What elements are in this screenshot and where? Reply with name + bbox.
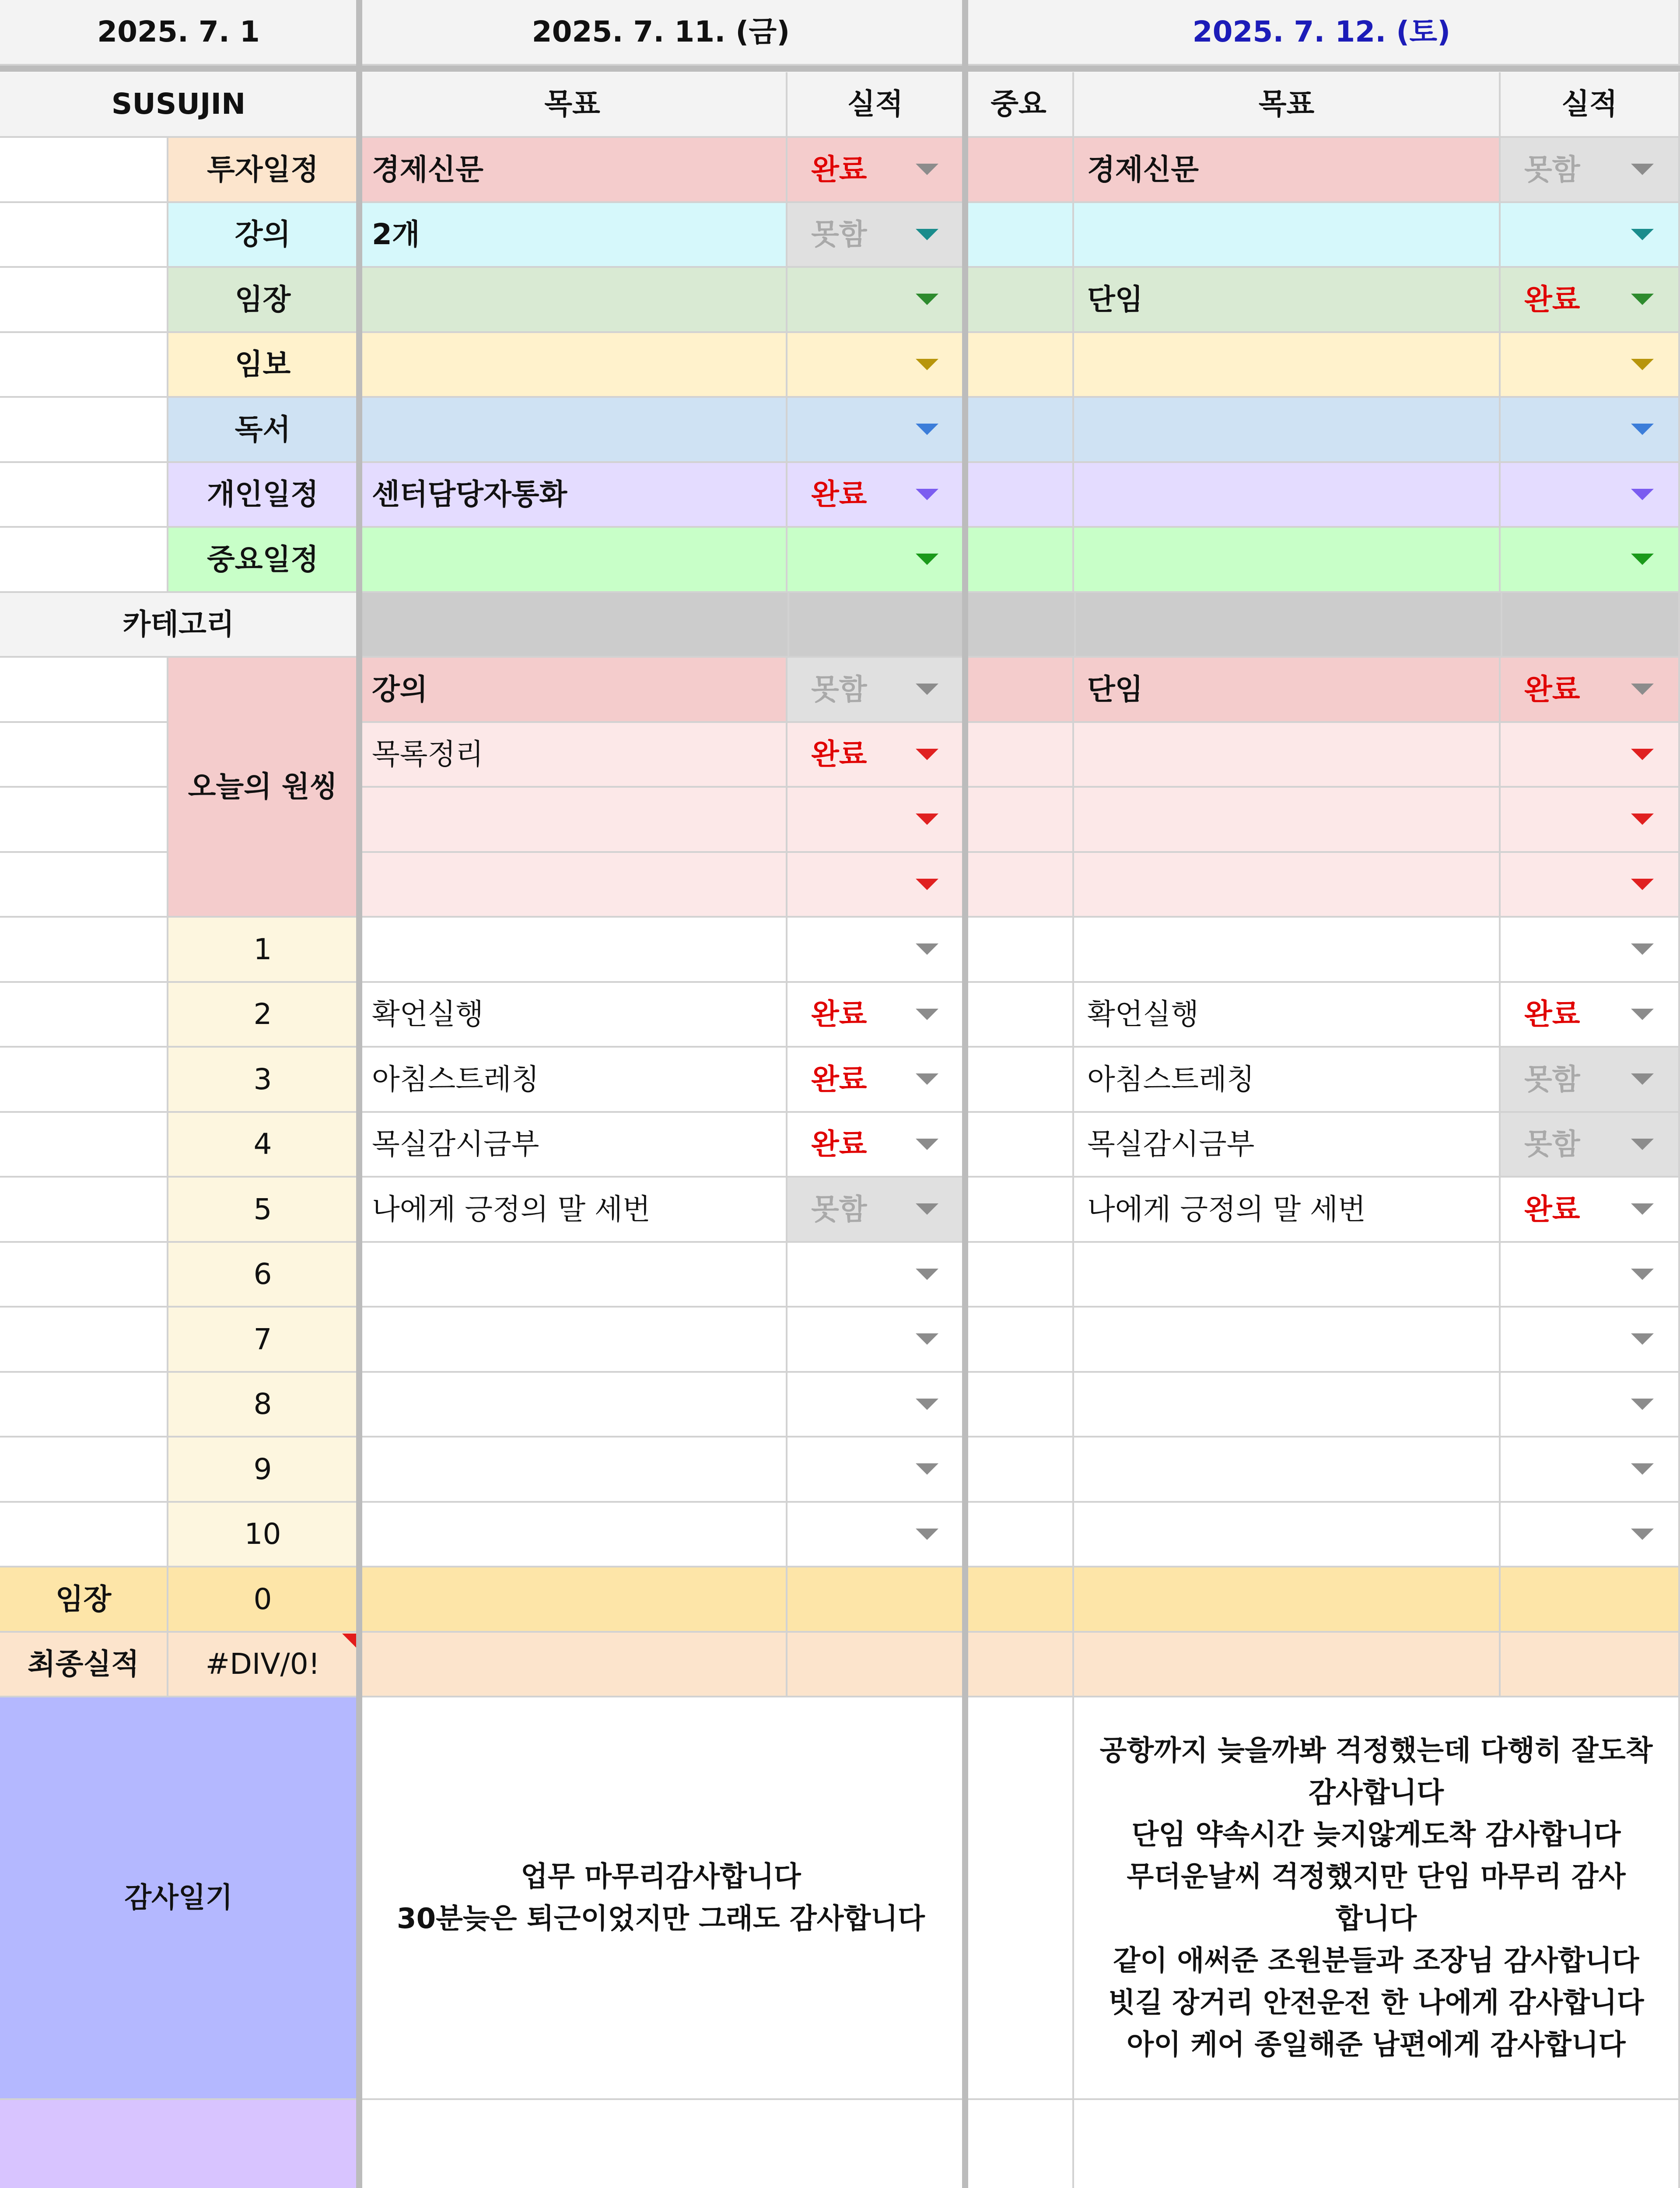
dropdown-arrow-icon[interactable] [916,489,938,500]
status-dropdown-day1[interactable] [788,463,965,528]
blank-cell [0,788,168,853]
category-band [359,593,1680,658]
text-line: 업무 마무리감사합니다 [521,1861,801,1893]
task-day1[interactable] [359,918,788,983]
imjang-total-cell [965,1567,1074,1633]
blank-cell [0,268,168,333]
status-dropdown-day2[interactable] [1501,853,1680,918]
task-day2[interactable] [1074,1373,1501,1438]
important-cell[interactable] [965,853,1074,918]
dropdown-arrow-icon[interactable] [1631,294,1654,305]
status-value: 완료 [1524,997,1580,1031]
goal-day2[interactable] [1074,203,1501,268]
important-cell[interactable] [965,398,1074,463]
blank-cell [0,528,168,593]
blank-cell [0,1243,168,1308]
imjang-total-cell [1501,1567,1680,1633]
text-line: 합니다 [1335,1903,1417,1935]
status-value: 못함 [811,1192,867,1226]
header-month: 2025. 7. 1 [0,0,359,66]
blank-cell [0,723,168,788]
status-dropdown-day1[interactable] [788,1373,965,1438]
task-day2[interactable]: 목실감시금부 [1074,1113,1501,1178]
important-cell [965,2100,1074,2188]
status-dropdown-day1[interactable] [788,1178,965,1243]
dropdown-arrow-icon[interactable] [916,684,938,695]
dropdown-arrow-icon[interactable] [916,1073,938,1085]
dropdown-arrow-icon[interactable] [1631,489,1654,500]
important-cell[interactable] [965,723,1074,788]
header-day1: 2025. 7. 11. (금) [359,0,965,66]
status-dropdown-day2[interactable] [1501,1308,1680,1373]
status-dropdown-day2[interactable] [1501,1243,1680,1308]
task-day2[interactable] [1074,1438,1501,1503]
important-cell[interactable] [965,1048,1074,1113]
important-cell[interactable] [965,138,1074,203]
gratitude-day1[interactable] [359,1697,965,2100]
blank-cell [0,983,168,1048]
goal-day1[interactable] [359,398,788,463]
status-dropdown-day1[interactable] [788,528,965,593]
blank-cell [0,1438,168,1503]
status-value: 완료 [811,1127,867,1161]
status-dropdown-day2[interactable] [1501,1503,1680,1568]
important-cell[interactable] [965,1113,1074,1178]
dropdown-arrow-icon[interactable] [916,813,938,825]
dropdown-arrow-icon[interactable] [916,749,938,760]
status-dropdown-day2[interactable] [1501,528,1680,593]
goal-day1[interactable] [359,528,788,593]
dropdown-arrow-icon[interactable] [916,1399,938,1410]
day-divider [962,0,968,2188]
goal-day1[interactable]: 센터담당자통화 [359,463,788,528]
onesing-goal-day2[interactable] [1074,788,1501,853]
dropdown-arrow-icon[interactable] [1631,554,1654,565]
task-day2[interactable] [1074,1308,1501,1373]
important-cell[interactable] [965,203,1074,268]
status-dropdown-day2[interactable] [1501,398,1680,463]
col-goal-day1: 목표 [359,72,788,138]
important-cell[interactable] [965,918,1074,983]
status-value: 못함 [1524,152,1580,186]
important-cell[interactable] [965,1308,1074,1373]
row-number: 3 [168,1048,359,1113]
row-number: 6 [168,1243,359,1308]
dropdown-arrow-icon[interactable] [1631,1333,1654,1345]
important-cell[interactable] [965,658,1074,723]
schedule-label: 독서 [168,398,359,463]
task-day1[interactable] [359,1503,788,1568]
status-value: 완료 [811,997,867,1031]
good-bad-day1[interactable] [359,2100,965,2188]
dropdown-arrow-icon[interactable] [916,424,938,435]
dropdown-arrow-icon[interactable] [916,1333,938,1345]
status-value: 못함 [1524,1062,1580,1096]
imjang-total-label: 임장 [0,1567,168,1633]
final-cell [965,1633,1074,1698]
dropdown-arrow-icon[interactable] [916,1203,938,1215]
blank-cell [0,138,168,203]
status-dropdown-day1[interactable] [788,853,965,918]
header-divider [0,66,1680,72]
dropdown-arrow-icon[interactable] [916,1463,938,1475]
task-day1[interactable]: 아침스트레칭 [359,1048,788,1113]
header-day2: 2025. 7. 12. (토) [965,0,1680,66]
col-goal-day2: 목표 [1074,72,1501,138]
imjang-total-value: 0 [168,1567,359,1633]
task-day2[interactable] [1074,1503,1501,1568]
task-day2[interactable]: 나에게 긍정의 말 세번 [1074,1178,1501,1243]
task-day2[interactable] [1074,1243,1501,1308]
goal-day2[interactable] [1074,463,1501,528]
dropdown-arrow-icon[interactable] [1631,1399,1654,1410]
onesing-goal-day1[interactable] [359,788,788,853]
blank-cell [0,398,168,463]
status-value: 완료 [1524,1192,1580,1226]
final-label: 최종실적 [0,1633,168,1698]
status-dropdown-day1[interactable] [788,788,965,853]
task-day1[interactable] [359,1438,788,1503]
dropdown-arrow-icon[interactable] [1631,359,1654,370]
dropdown-arrow-icon[interactable] [1631,229,1654,240]
dropdown-arrow-icon[interactable] [1631,684,1654,695]
dropdown-arrow-icon[interactable] [1631,879,1654,890]
blank-cell [0,203,168,268]
blank-cell [0,853,168,918]
row-number: 9 [168,1438,359,1503]
important-cell[interactable] [965,333,1074,398]
goal-day2[interactable]: 경제신문 [1074,138,1501,203]
task-day1[interactable]: 확언실행 [359,983,788,1048]
error-comment-icon[interactable] [342,1634,357,1648]
task-day2[interactable]: 확언실행 [1074,983,1501,1048]
status-dropdown-day2[interactable] [1501,918,1680,983]
status-dropdown-day2[interactable] [1501,658,1680,723]
status-dropdown-day1[interactable] [788,268,965,333]
blank-cell [0,1113,168,1178]
gratitude-label [0,1697,359,2100]
gratitude-day2[interactable] [1074,1697,1680,2100]
status-dropdown-day2[interactable] [1501,1373,1680,1438]
important-cell[interactable] [965,1243,1074,1308]
text-line: 아이 케어 종일해준 남편에게 감사합니다 [1127,2029,1626,2061]
blank-cell [0,658,168,723]
schedule-label: 투자일정 [168,138,359,203]
text-line: 감사합니다 [1308,1777,1444,1809]
status-value: 완료 [811,152,867,186]
status-value: 못함 [1524,1127,1580,1161]
dropdown-arrow-icon[interactable] [916,164,938,175]
task-day1[interactable] [359,1243,788,1308]
dropdown-arrow-icon[interactable] [916,294,938,305]
status-dropdown-day1[interactable] [788,983,965,1048]
text-line: 공항까지 늦을까봐 걱정했는데 다행히 잘도착 [1099,1735,1653,1767]
status-dropdown-day2[interactable] [1501,1048,1680,1113]
status-dropdown-day2[interactable] [1501,788,1680,853]
status-value: 못함 [811,672,867,706]
final-value: #DIV/0! [168,1633,359,1698]
onesing-goal-day2[interactable] [1074,723,1501,788]
status-value: 완료 [1524,672,1580,706]
onesing-label: 오늘의 원씽 [168,658,359,918]
status-dropdown-day2[interactable] [1501,723,1680,788]
important-cell [965,1697,1074,2100]
dropdown-arrow-icon[interactable] [916,943,938,955]
dropdown-arrow-icon[interactable] [1631,1139,1654,1150]
dropdown-arrow-icon[interactable] [1631,164,1654,175]
schedule-label: 임장 [168,268,359,333]
dropdown-arrow-icon[interactable] [1631,1009,1654,1020]
dropdown-arrow-icon[interactable] [916,229,938,240]
status-dropdown-day1[interactable] [788,723,965,788]
goal-day1[interactable]: 2개 [359,203,788,268]
blank-cell [0,1178,168,1243]
status-dropdown-day2[interactable] [1501,1438,1680,1503]
final-cell [1074,1633,1501,1698]
row-number: 7 [168,1308,359,1373]
status-dropdown-day1[interactable] [788,1308,965,1373]
status-dropdown-day1[interactable] [788,918,965,983]
schedule-label: 중요일정 [168,528,359,593]
status-dropdown-day2[interactable] [1501,1113,1680,1178]
blank-cell [0,1373,168,1438]
goal-day2[interactable]: 단임 [1074,268,1501,333]
important-cell[interactable] [965,268,1074,333]
imjang-total-cell [1074,1567,1501,1633]
good-bad-day2[interactable] [1074,2100,1680,2188]
dropdown-arrow-icon[interactable] [1631,1073,1654,1085]
task-day1[interactable] [359,1373,788,1438]
goal-day2[interactable] [1074,528,1501,593]
dropdown-arrow-icon[interactable] [1631,749,1654,760]
category-divider [788,593,789,658]
important-cell[interactable] [965,1178,1074,1243]
dropdown-arrow-icon[interactable] [916,1529,938,1540]
task-day1[interactable]: 나에게 긍정의 말 세번 [359,1178,788,1243]
text-line: 빗길 장거리 안전운전 한 나에게 감사합니다 [1108,1987,1644,2019]
status-dropdown-day2[interactable] [1501,268,1680,333]
important-cell[interactable] [965,983,1074,1048]
task-day1[interactable]: 목실감시금부 [359,1113,788,1178]
status-dropdown-day1[interactable] [788,1113,965,1178]
status-dropdown-day2[interactable] [1501,203,1680,268]
dropdown-arrow-icon[interactable] [916,879,938,890]
important-cell[interactable] [965,1438,1074,1503]
status-dropdown-day1[interactable] [788,1243,965,1308]
status-value: 완료 [1524,282,1580,316]
goal-day1[interactable] [359,333,788,398]
important-cell[interactable] [965,528,1074,593]
text-line: 같이 애써준 조원분들과 조장님 감사합니다 [1113,1945,1639,1977]
status-dropdown-day1[interactable] [788,203,965,268]
task-day2[interactable]: 아침스트레칭 [1074,1048,1501,1113]
status-dropdown-day1[interactable] [788,1048,965,1113]
dropdown-arrow-icon[interactable] [916,1269,938,1280]
status-dropdown-day1[interactable] [788,1503,965,1568]
status-value: 완료 [811,737,867,771]
text-line: 단임 약속시간 늦지않게도착 감사합니다 [1131,1819,1621,1851]
category-divider [1074,593,1076,658]
col-important: 중요 [965,72,1074,138]
status-dropdown-day1[interactable] [788,138,965,203]
status-dropdown-day2[interactable] [1501,1178,1680,1243]
owner-name: SUSUJIN [0,72,359,138]
day-divider [356,0,362,2188]
status-dropdown-day2[interactable] [1501,333,1680,398]
dropdown-arrow-icon[interactable] [1631,1463,1654,1475]
goal-day2[interactable] [1074,333,1501,398]
schedule-label: 임보 [168,333,359,398]
row-number: 4 [168,1113,359,1178]
important-cell[interactable] [965,1373,1074,1438]
good-bad-label [0,2100,359,2188]
important-cell[interactable] [965,1503,1074,1568]
category-label: 카테고리 [0,593,359,658]
row-number: 5 [168,1178,359,1243]
status-dropdown-day1[interactable] [788,333,965,398]
text-line: 감사일기 [124,1882,233,1914]
schedule-label: 강의 [168,203,359,268]
status-dropdown-day2[interactable] [1501,463,1680,528]
final-cell [788,1633,965,1698]
dropdown-arrow-icon[interactable] [916,359,938,370]
row-number: 8 [168,1373,359,1438]
status-value: 완료 [811,477,867,512]
col-result-day1: 실적 [788,72,965,138]
status-dropdown-day1[interactable] [788,398,965,463]
status-dropdown-day2[interactable] [1501,138,1680,203]
text-line: 무더운날씨 걱정했지만 단임 마무리 감사 [1127,1861,1626,1893]
blank-cell [0,463,168,528]
goal-day2[interactable] [1074,398,1501,463]
status-value: 완료 [811,1062,867,1096]
onesing-goal-day1[interactable]: 목록정리 [359,723,788,788]
col-result-day2: 실적 [1501,72,1680,138]
final-cell [1501,1633,1680,1698]
dropdown-arrow-icon[interactable] [1631,1269,1654,1280]
status-dropdown-day1[interactable] [788,1438,965,1503]
blank-cell [0,1048,168,1113]
row-number: 1 [168,918,359,983]
dropdown-arrow-icon[interactable] [916,1009,938,1020]
row-number: 10 [168,1503,359,1568]
onesing-goal-day1[interactable] [359,853,788,918]
status-value: 못함 [811,217,867,252]
dropdown-arrow-icon[interactable] [1631,424,1654,435]
important-cell[interactable] [965,788,1074,853]
category-divider [1501,593,1502,658]
dropdown-arrow-icon[interactable] [916,554,938,565]
dropdown-arrow-icon[interactable] [916,1139,938,1150]
imjang-total-cell [359,1567,788,1633]
status-dropdown-day2[interactable] [1501,983,1680,1048]
goal-day1[interactable] [359,268,788,333]
status-dropdown-day1[interactable] [788,658,965,723]
dropdown-arrow-icon[interactable] [1631,813,1654,825]
blank-cell [0,333,168,398]
onesing-goal-day2[interactable] [1074,853,1501,918]
schedule-label: 개인일정 [168,463,359,528]
blank-cell [0,1503,168,1568]
important-cell[interactable] [965,463,1074,528]
task-day2[interactable] [1074,918,1501,983]
final-cell [359,1633,788,1698]
onesing-goal-day1[interactable]: 강의 [359,658,788,723]
imjang-total-cell [788,1567,965,1633]
goal-day1[interactable]: 경제신문 [359,138,788,203]
dropdown-arrow-icon[interactable] [1631,1203,1654,1215]
dropdown-arrow-icon[interactable] [1631,1529,1654,1540]
blank-cell [0,918,168,983]
task-day1[interactable] [359,1308,788,1373]
row-number: 2 [168,983,359,1048]
onesing-goal-day2[interactable]: 단임 [1074,658,1501,723]
blank-cell [0,1308,168,1373]
dropdown-arrow-icon[interactable] [1631,943,1654,955]
text-line: 30분늦은 퇴근이었지만 그래도 감사합니다 [397,1903,925,1935]
